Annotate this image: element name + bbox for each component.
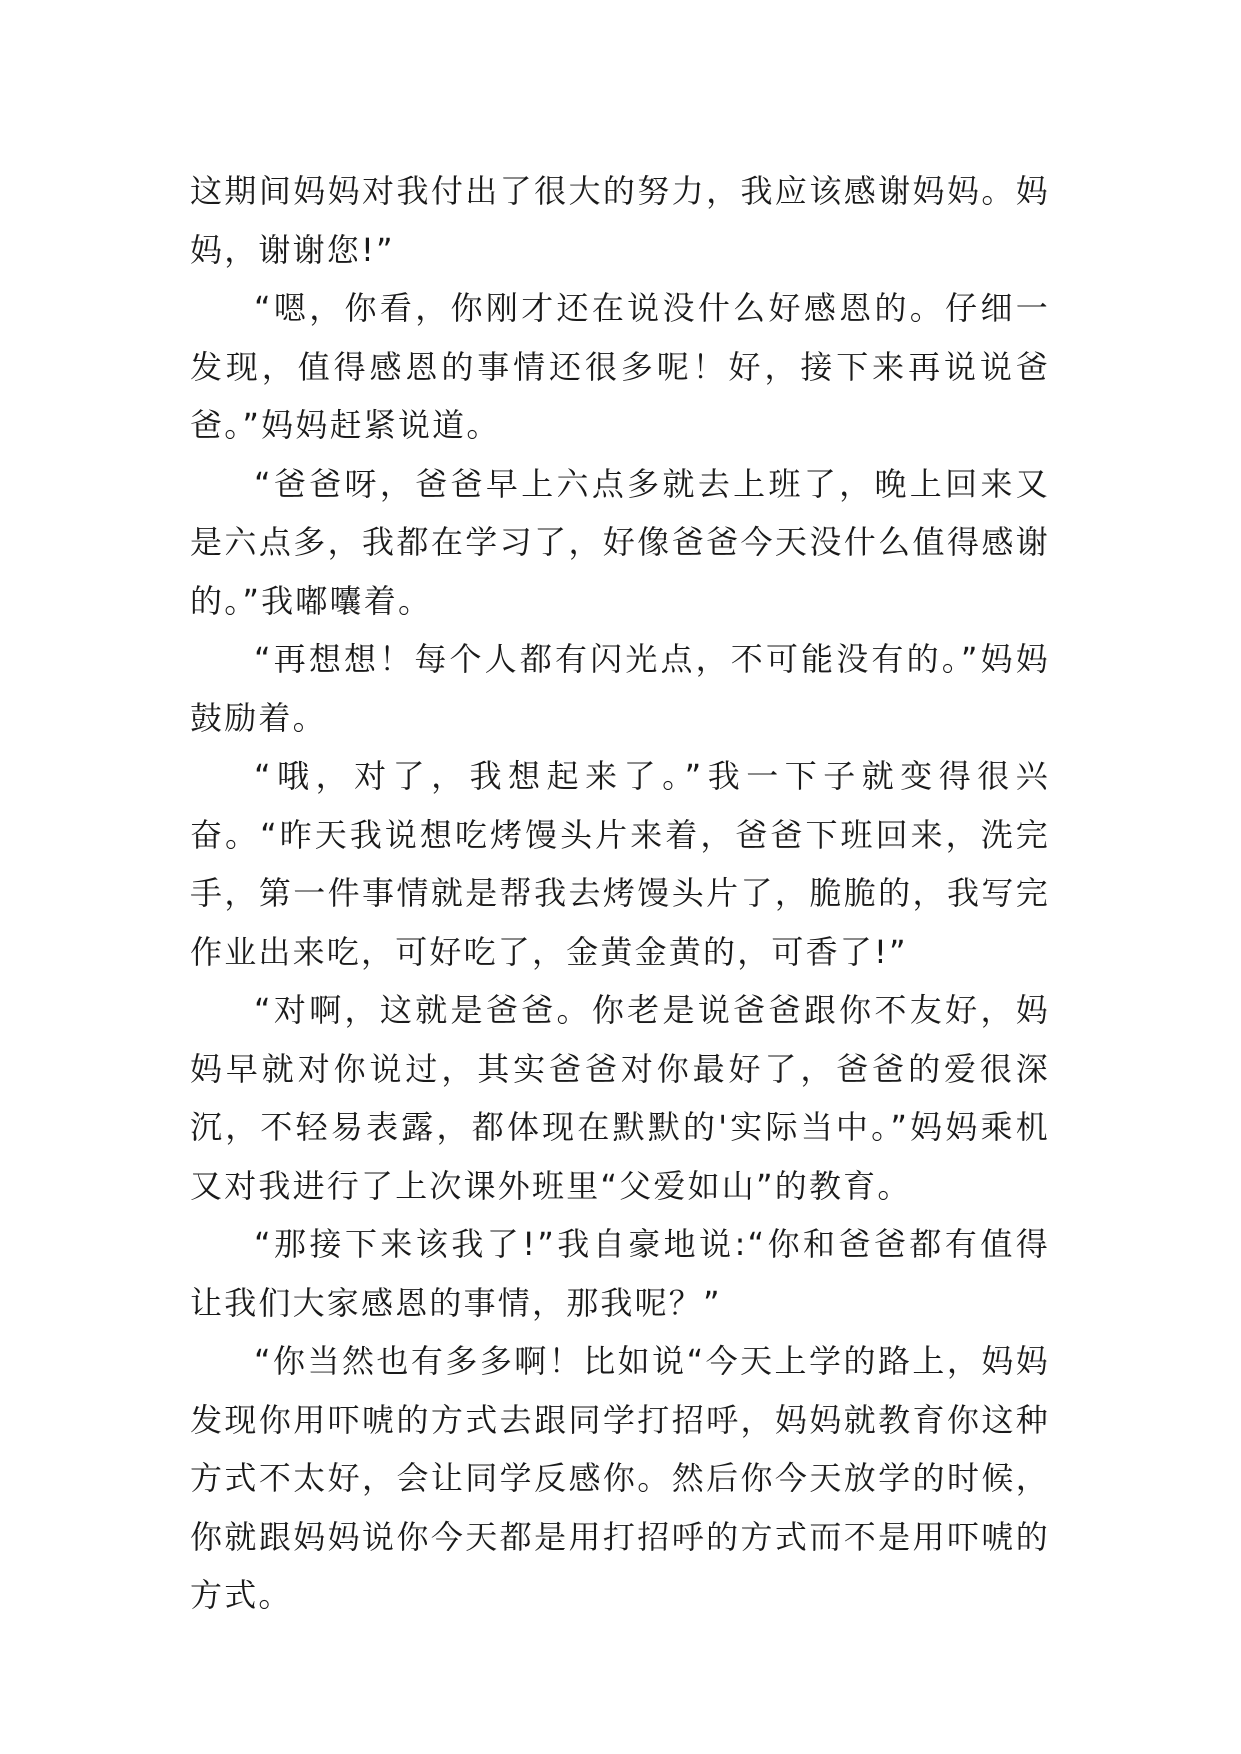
paragraph-4: “再想想！每个人都有闪光点，不可能没有的。”妈妈鼓励着。: [190, 640, 1050, 737]
paragraph-3: “爸爸呀，爸爸早上六点多就去上班了，晚上回来又是六点多，我都在学习了，好像爸爸今天没什么值得感谢的。”我嘟囔着。: [190, 464, 1050, 620]
paragraph-6: “对啊，这就是爸爸。你老是说爸爸跟你不友好，妈妈早就对你说过，其实爸爸对你最好了，爸爸的爱很深沉，不轻易表露，都体现在默默的'实际当中。”妈妈乘机又对我进行了上次课外班里“父爱如山”的教育。: [190, 991, 1050, 1205]
paragraph-1: 这期间妈妈对我付出了很大的努力，我应该感谢妈妈。妈妈，谢谢您!”: [190, 172, 1050, 269]
paragraph-2: “嗯，你看，你刚才还在说没什么好感恩的。仔细一发现，值得感恩的事情还很多呢！好，接下来再说说爸爸。”妈妈赶紧说道。: [190, 289, 1050, 444]
paragraph-5: “哦，对了，我想起来了。”我一下子就变得很兴奋。“昨天我说想吃烤馒头片来着，爸爸下班回来，洗完手，第一件事情就是帮我去烤馒头片了，脆脆的，我写完作业出来吃，可好吃了，金黄金黄的，可香了!”: [190, 757, 1050, 971]
paragraph-7: “那接下来该我了!”我自豪地说:“你和爸爸都有值得让我们大家感恩的事情，那我呢？”: [190, 1225, 1050, 1322]
paragraph-8: “你当然也有多多啊！比如说“今天上学的路上，妈妈发现你用吓唬的方式去跟同学打招呼，妈妈就教育你这种方式不太好，会让同学反感你。然后你今天放学的时候，你就跟妈妈说你今天都是用打招呼的方式而不是用吓唬的方式。: [190, 1342, 1050, 1614]
document-body: [190, 162, 1050, 1625]
